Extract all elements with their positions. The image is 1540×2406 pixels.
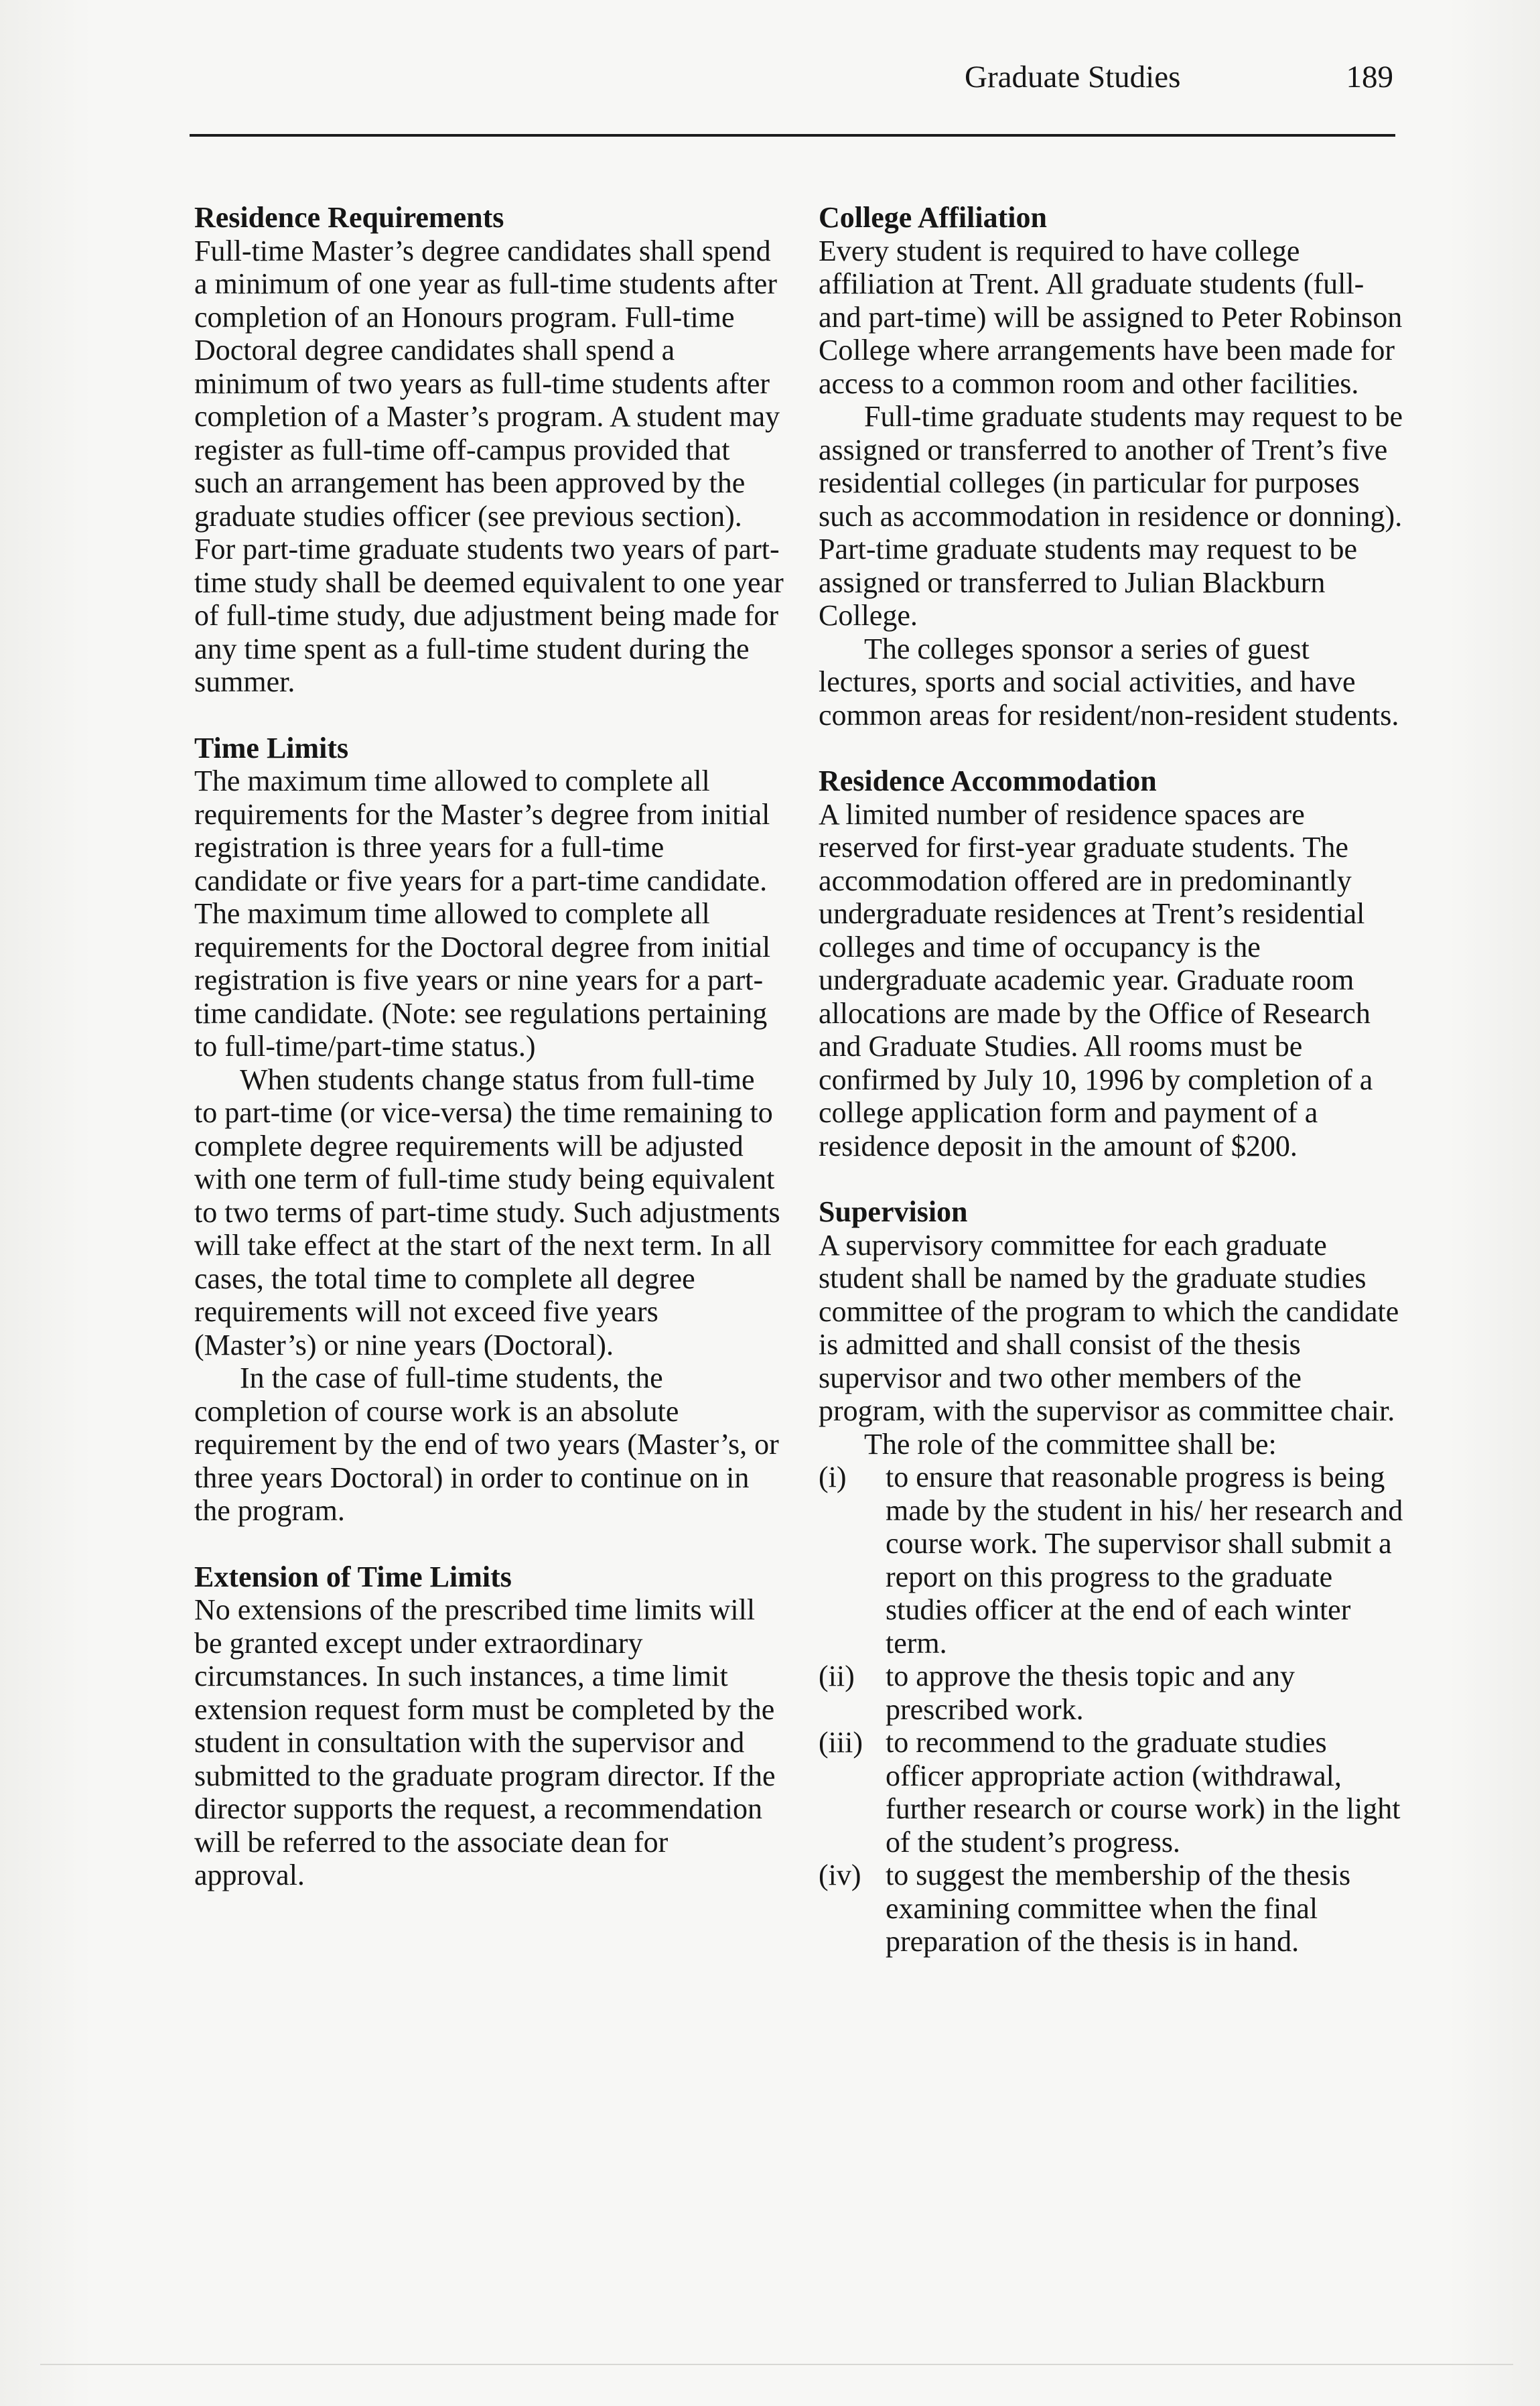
paragraph: A limited number of residence spaces are reserved for first-year graduate students. The accommodation offered are in predominantly undergraduate residences at Trent’s residential colleges and time of occupancy is the undergraduate academic year. Graduate room allocations are made by the Office of Research and Graduate Studies. All rooms must be confirmed by July 10, 1996 by completion of a college application form and payment of a residence deposit in the amount of $200. <box>819 797 1373 1162</box>
paragraph: In the case of full-time students, the completion of course work is an absolute requirement by the end of two years (Master’s, or three years Doctoral) in order to continue on in the program. <box>194 1361 779 1527</box>
section-time-limits <box>194 732 784 1528</box>
page-bottom-edge <box>40 2364 1513 2365</box>
page-number: 189 <box>1346 60 1393 94</box>
paragraph: Full-time Master’s degree candidates shall spend a minimum of one year as full-time students after completion of an Honours program. Full-time Doctoral degree candidates shall spend a minimum of two years as full-time students after completion of a Master’s program. A student may register as full-time off-campus provided that such an arrangement has been approved by the graduate studies officer (see previous section). For part-time graduate students two years of part-time study shall be deemed equivalent to one year of full-time study, due adjustment being made for any time spent as a full-time student during the summer. <box>194 234 784 698</box>
paragraph: A supervisory committee for each graduate student shall be named by the graduate studies committee of the program to which the candidate is admitted and shall consist of the thesis supervisor and two other members of the program, with the supervisor as committee chair. <box>819 1228 1399 1427</box>
section-heading: Residence Requirements <box>194 201 504 234</box>
header-title: Graduate Studies <box>965 60 1181 94</box>
section-heading: Supervision <box>819 1195 968 1228</box>
paragraph: Full-time graduate students may request to be assigned or transferred to another of Trent’s five residential colleges (in particular for purposes such as accommodation in residence or donning). Part-time graduate students may request to be assigned or transferred to Julian Blackburn College. <box>819 400 1403 632</box>
header-rule <box>190 134 1395 137</box>
section-heading: Residence Accommodation <box>819 764 1157 797</box>
list-item-number: (i) <box>819 1461 847 1493</box>
list-item-number: (iii) <box>819 1726 863 1759</box>
list-item-number: (iv) <box>819 1859 861 1891</box>
section-residence-accommodation <box>819 764 1405 1162</box>
section-heading: Extension of Time Limits <box>194 1560 512 1593</box>
list-item <box>819 1726 1405 1859</box>
paragraph: Every student is required to have college affiliation at Trent. All graduate students (full- and part-time) will be assigned to Peter Robinson College where arrangements have been made for access to a common room and other facilities. <box>819 234 1403 400</box>
list-item-text: to approve the thesis topic and any prescribed work. <box>886 1660 1295 1726</box>
right-column <box>819 201 1405 1991</box>
list-item-text: to recommend to the graduate studies officer appropriate action (withdrawal, further research or course work) in the light of the student’s progress. <box>886 1726 1401 1859</box>
list-item-text: to ensure that reasonable progress is being made by the student in his/ her research and course work. The supervisor shall submit a report on this progress to the graduate studies officer at the end of each winter term. <box>886 1461 1403 1660</box>
list-item <box>819 1461 1405 1660</box>
list-item-text: to suggest the membership of the thesis examining committee when the final preparation of the thesis is in hand. <box>886 1859 1351 1958</box>
paragraph: The colleges sponsor a series of guest lectures, sports and social activities, and have common areas for resident/non-resident students. <box>819 632 1399 732</box>
left-column <box>194 201 784 1925</box>
section-supervision <box>819 1195 1405 1958</box>
paragraph: No extensions of the prescribed time limits will be granted except under extraordinary circumstances. In such instances, a time limit extension request form must be completed by the student in consultation with the supervisor and submitted to the graduate program director. If the director supports the request, a recommendation will be referred to the associate dean for approval. <box>194 1593 776 1891</box>
section-residence-requirements <box>194 201 784 699</box>
role-intro: The role of the committee shall be: <box>864 1427 1277 1461</box>
paragraph: The maximum time allowed to complete all requirements for the Master’s degree from initial registration is three years for a full-time candidate or five years for a part-time candidate. The maximum time allowed to complete all requirements for the Doctoral degree from initial registration is five years or nine years for a part-time candidate. (Note: see regulations pertaining to full-time/part-time status.) <box>194 764 771 1063</box>
section-college-affiliation <box>819 201 1405 732</box>
committee-role-list <box>819 1461 1405 1958</box>
paragraph: When students change status from full-time to part-time (or vice-versa) the time remaining to complete degree requirements will be adjusted with one term of full-time study being equivalent to two terms of part-time study. Such adjustments will take effect at the start of the next term. In all cases, the total time to complete all degree requirements will not exceed five years (Master’s) or nine years (Doctoral). <box>194 1063 780 1361</box>
list-item <box>819 1859 1405 1958</box>
section-heading: College Affiliation <box>819 201 1047 234</box>
section-extension-of-time-limits <box>194 1560 784 1892</box>
list-item-number: (ii) <box>819 1660 855 1692</box>
running-header <box>965 59 1393 106</box>
section-heading: Time Limits <box>194 731 349 764</box>
list-item <box>819 1660 1405 1726</box>
